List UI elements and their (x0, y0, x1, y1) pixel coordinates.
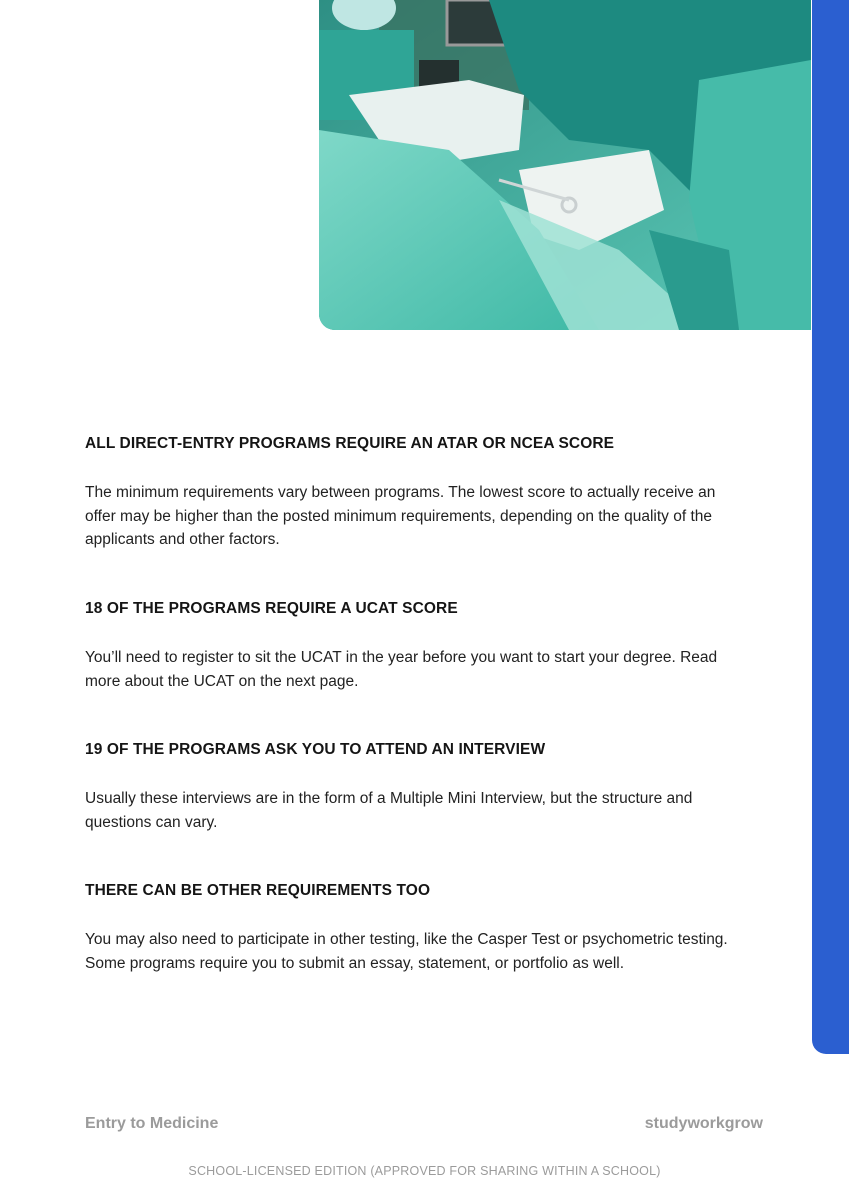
section-heading: THERE CAN BE OTHER REQUIREMENTS TOO (85, 882, 431, 899)
footer-brand: studyworkgrow (644, 1115, 763, 1132)
section-interview (85, 740, 745, 834)
surgery-photo (319, 0, 811, 330)
section-body: You’ll need to register to sit the UCAT in the year before you want to start your degree. Read more about the UCAT on the next page. (85, 649, 718, 690)
section-heading: 18 OF THE PROGRAMS REQUIRE A UCAT SCORE (85, 600, 458, 617)
section-heading: 19 OF THE PROGRAMS ASK YOU TO ATTEND AN INTERVIEW (85, 741, 546, 758)
accent-side-bar (812, 0, 849, 1054)
section-body: You may also need to participate in other testing, like the Casper Test or psychometric testing. Some programs require you to submit an essay, statement, or portfolio as well. (85, 931, 728, 972)
section-atar-ncea (85, 434, 745, 552)
footer-title: Entry to Medicine (85, 1115, 219, 1132)
section-other-requirements (85, 881, 745, 975)
edition-notice: SCHOOL-LICENSED EDITION (APPROVED FOR SHARING WITHIN A SCHOOL) (188, 1164, 661, 1178)
section-body: The minimum requirements vary between programs. The lowest score to actually receive an offer may be higher than the posted minimum requirements, depending on the quality of the applicants and other factors. (85, 484, 716, 548)
section-body: Usually these interviews are in the form of a Multiple Mini Interview, but the structure and questions can vary. (85, 790, 693, 831)
section-ucat (85, 599, 745, 693)
section-heading: ALL DIRECT-ENTRY PROGRAMS REQUIRE AN ATAR OR NCEA SCORE (85, 435, 615, 452)
